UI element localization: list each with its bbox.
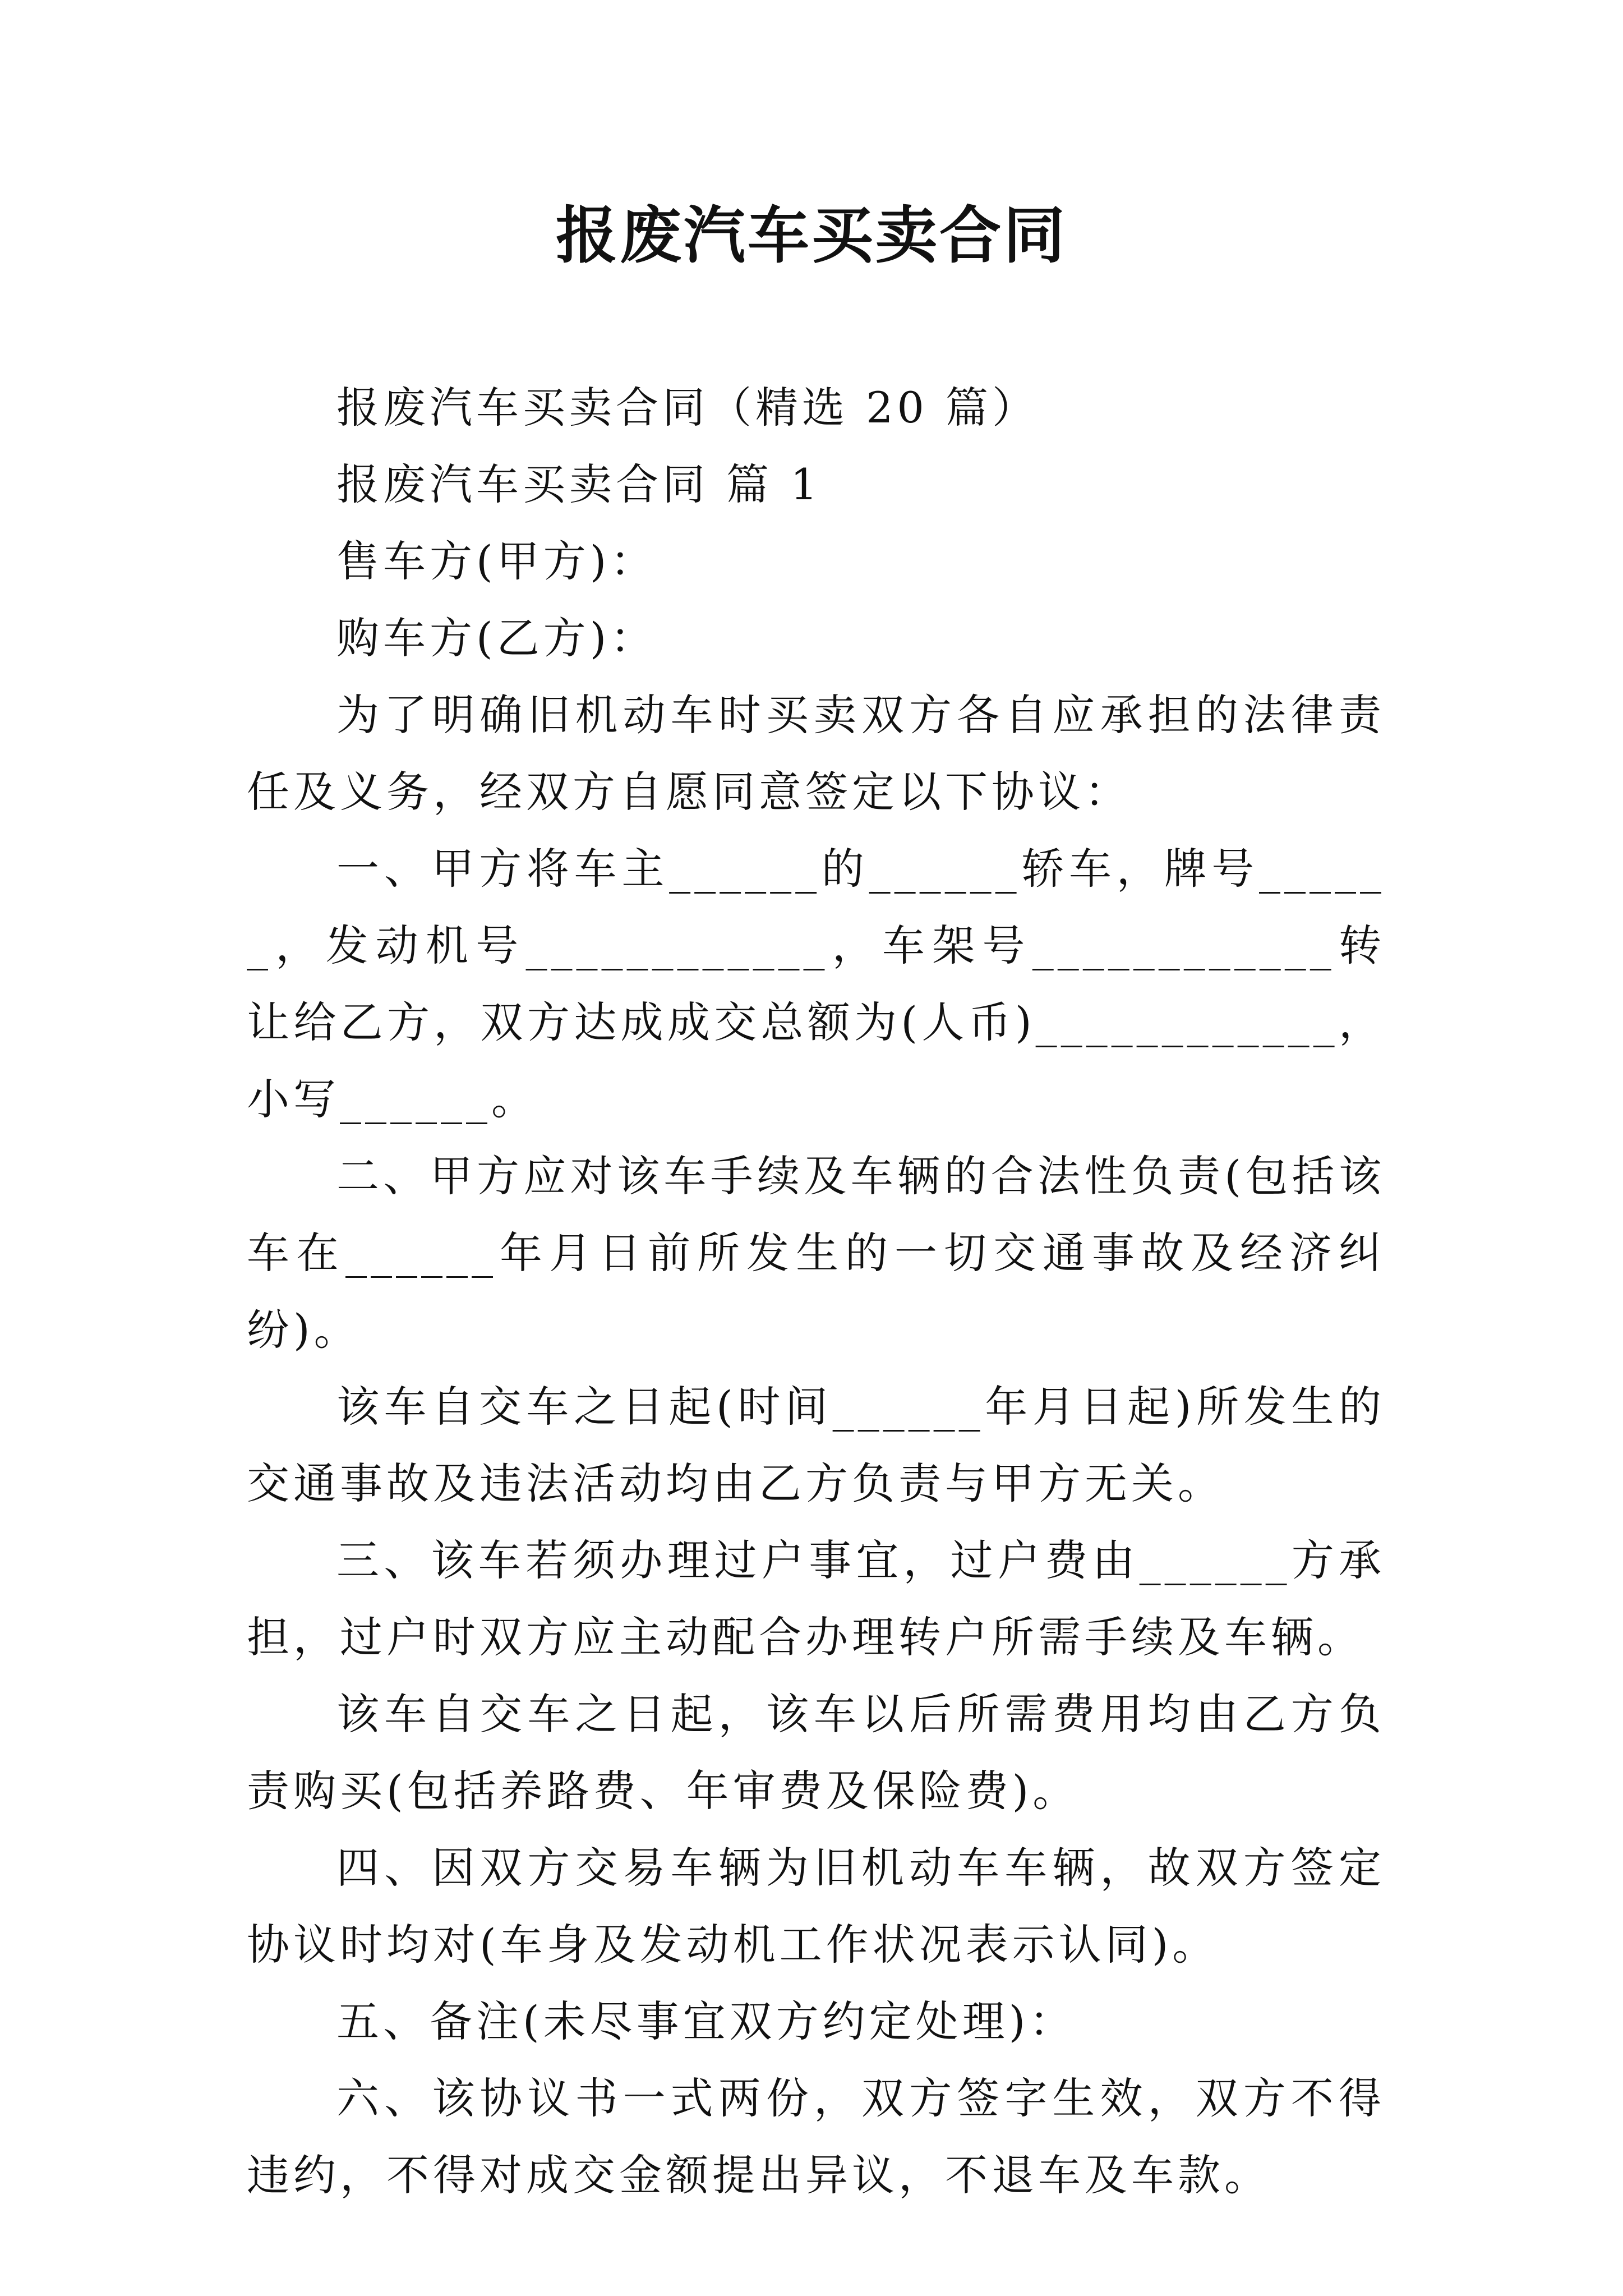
- document-title: 报废汽车买卖合同: [556, 199, 1067, 272]
- paragraph-clause-3: 三、该车若须办理过户事宜，过户费由______方承担，过户时双方应主动配合办理转户所需手续及车辆。: [247, 1535, 1385, 1662]
- paragraph-subtitle: 报废汽车买卖合同（精选 20 篇）: [336, 383, 1039, 432]
- paragraph-clause-2: 二、甲方应对该车手续及车辆的合法性负责(包括该车在______年月日前所发生的一切交通事故及经济纠纷)。: [247, 1151, 1385, 1355]
- paragraph-seller: 售车方(甲方)：: [336, 536, 657, 586]
- paragraph-clause-4: 四、因双方交易车辆为旧机动车车辆，故双方签定协议时均对(车身及发动机工作状况表示认同)。: [247, 1843, 1385, 1970]
- paragraph-clause-3-note: 该车自交车之日起，该车以后所需费用均由乙方负责购买(包括养路费、年审费及保险费)。: [247, 1689, 1385, 1816]
- paragraph-section-heading: 报废汽车买卖合同 篇 1: [336, 459, 822, 509]
- paragraph-clause-2-note: 该车自交车之日起(时间______年月日起)所发生的交通事故及违法活动均由乙方负责与甲方无关。: [247, 1382, 1385, 1508]
- paragraph-clause-5: 五、备注(未尽事宜双方约定处理)：: [336, 1996, 1076, 2046]
- paragraph-clause-6: 六、该协议书一式两份，双方签字生效，双方不得违约，不得对成交金额提出异议，不退车及车款。: [247, 2073, 1385, 2200]
- paragraph-buyer: 购车方(乙方)：: [336, 613, 657, 663]
- paragraph-preamble: 为了明确旧机动车时买卖双方各自应承担的法律责任及义务，经双方自愿同意签定以下协议：: [247, 690, 1385, 817]
- paragraph-clause-1: 一、甲方将车主______的______轿车，牌号______，发动机号____________，车架号____________转让给乙方，双方达成成交总额为(人币)____________，小写______。: [247, 844, 1385, 1124]
- document-body: [247, 369, 1385, 2214]
